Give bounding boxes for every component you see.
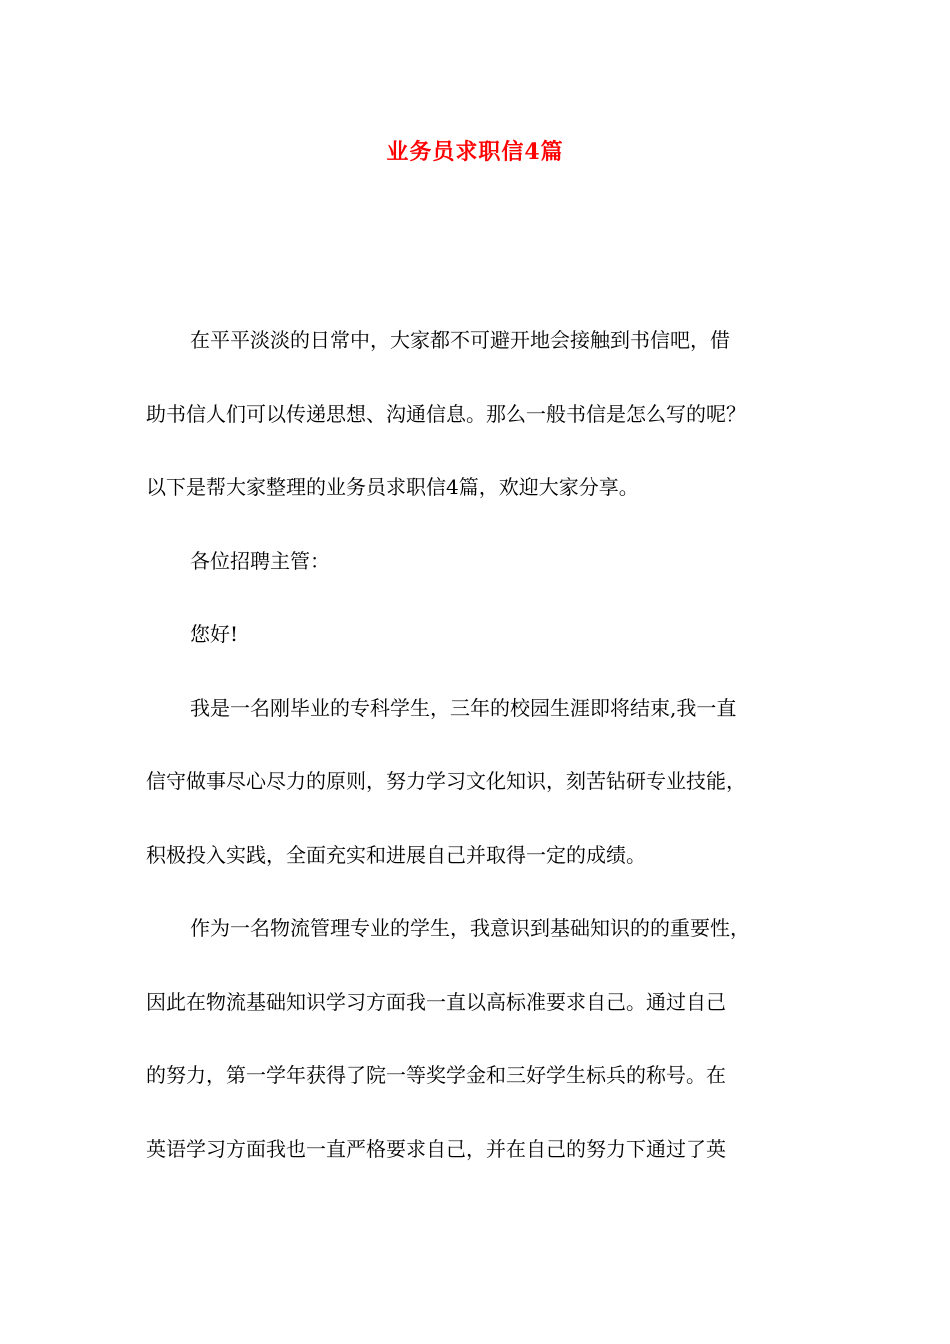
paragraph-line: 以下是帮大家整理的业务员求职信4篇，欢迎大家分享。: [146, 475, 639, 499]
paragraph-line: 我是一名刚毕业的专科学生，三年的校园生涯即将结束,我一直: [190, 695, 737, 720]
paragraph-line: 助书信人们可以传递思想、沟通信息。那么一般书信是怎么写的呢？: [146, 401, 746, 426]
paragraph-line: 在平平淡淡的日常中，大家都不可避开地会接触到书信吧，借: [190, 328, 730, 352]
paragraph-line: 信守做事尽心尽力的原则，努力学习文化知识，刻苦钻研专业技能，: [146, 769, 746, 793]
greeting-line: 您好!: [190, 622, 239, 646]
document-body: [146, 320, 810, 1202]
paragraph-line: 的努力，第一学年获得了院一等奖学金和三好学生标兵的称号。在: [146, 1063, 726, 1087]
salutation-line: 各位招聘主管：: [190, 548, 330, 573]
paragraph-line: 英语学习方面我也一直严格要求自己，并在自己的努力下通过了英: [146, 1136, 726, 1161]
paragraph-line: 作为一名物流管理专业的学生，我意识到基础知识的的重要性，: [190, 916, 750, 940]
document-title: 业务员求职信4篇: [386, 139, 564, 165]
paragraph-line: 积极投入实践，全面充实和进展自己并取得一定的成绩。: [146, 842, 646, 867]
paragraph-line: 因此在物流基础知识学习方面我一直以高标准要求自己。通过自己: [146, 989, 726, 1014]
